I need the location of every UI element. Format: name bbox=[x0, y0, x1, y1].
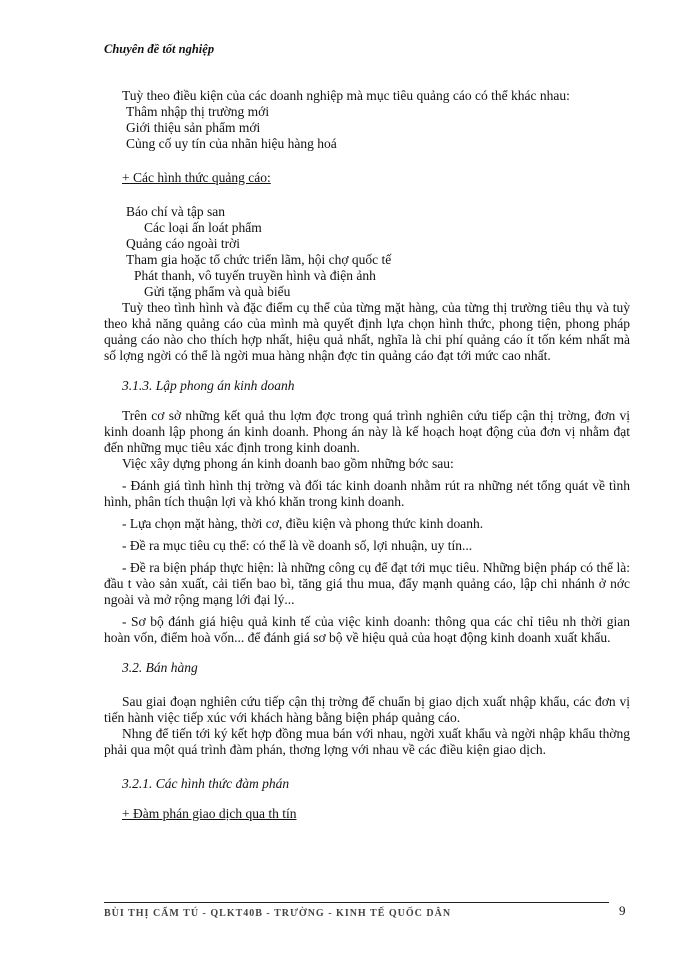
ads-form-item: Quảng cáo ngoài trời bbox=[126, 236, 240, 251]
section-heading: 3.2. Bán hàng bbox=[122, 660, 198, 675]
section-heading: 3.2.1. Các hình thức đàm phán bbox=[122, 776, 290, 791]
body-paragraph: Nhng để tiến tới ký kết hợp đồng mua bán với nhau, ngời xuất khẩu và ngời nhập khẩu thờng phải qua một quá trình đàm phán, thơng lợng với nhau về các điều kiện giao dịch. bbox=[104, 726, 630, 757]
document-body bbox=[104, 88, 630, 822]
page-number: 9 bbox=[619, 903, 626, 918]
body-paragraph: Sau giai đoạn nghiên cứu tiếp cận thị trờng để chuẩn bị giao dịch xuất nhập khẩu, các đơn vị tiến hành việc tiếp xúc với khách hàng bằng biện pháp quảng cáo. bbox=[104, 694, 630, 725]
intro-paragraph: Tuỳ theo điều kiện của các doanh nghiệp mà mục tiêu quảng cáo có thể khác nhau: bbox=[122, 88, 570, 103]
ads-form-item: Gửi tặng phẩm và quà biếu bbox=[144, 284, 291, 299]
goal-item: Thâm nhập thị trường mới bbox=[126, 104, 270, 119]
ads-form-item: Các loại ấn loát phẩm bbox=[144, 220, 262, 235]
section-heading: 3.1.3. Lập phong án kinh doanh bbox=[122, 378, 295, 393]
step-item: - Lựa chọn mặt hàng, thời cơ, điều kiện và phong thức kinh doanh. bbox=[122, 516, 484, 531]
page-footer: BÙI THỊ CẨM TÚ - QLKT40B - TRƯỜNG - KINH TẾ QUỐC DÂN bbox=[104, 908, 452, 919]
ads-paragraph: Tuỳ theo tình hình và đặc điểm cụ thể của từng mặt hàng, của từng thị trường tiêu thụ và tuỳ theo khả năng quảng cáo của mình mà quyết định lựa chọn hình thức, phong tiện, phong pháp quảng cáo nào cho thích hợp nhất, hiệu quả nhất, nghĩa là chi phí quảng cáo ít tốn kém nhất mà số lợng ngời có thể là ngời mua hàng nhận đợc tin quảng cáo đạt tới mức cao nhất. bbox=[104, 300, 630, 363]
step-item: - Đề ra mục tiêu cụ thể: có thể là về doanh số, lợi nhuận, uy tín... bbox=[122, 538, 473, 553]
goal-item: Giới thiệu sản phẩm mới bbox=[126, 120, 261, 135]
goal-item: Củng cố uy tín của nhãn hiệu hàng hoá bbox=[126, 136, 337, 151]
step-item: - Sơ bộ đánh giá hiệu quả kinh tế của việc kinh doanh: thông qua các chỉ tiêu nh thời gian hoàn vốn, điểm hoà vốn... để đánh giá sơ bộ về hiệu quả của hoạt động kinh doanh xuất khẩu. bbox=[104, 614, 630, 645]
step-item: - Đề ra biện pháp thực hiện: là những công cụ để đạt tới mục tiêu. Những biện pháp có thể là: đầu t vào sản xuất, cải tiến bao bì, tăng giá thu mua, đẩy mạnh quảng cáo, lập chi nhánh ở nớc ngoài và mở rộng mạng lới đại lý... bbox=[104, 560, 630, 607]
step-item: - Đánh giá tình hình thị trờng và đối tác kinh doanh nhằm rút ra những nét tổng quát về tình hình, phân tích thuận lợi và khó khăn trong kinh doanh. bbox=[104, 478, 630, 509]
body-paragraph: Việc xây dựng phong án kinh doanh bao gồm những bớc sau: bbox=[122, 456, 454, 471]
ads-form-item: Phát thanh, vô tuyến truyền hình và điện ảnh bbox=[134, 268, 376, 283]
subsection-heading: + Đàm phán giao dịch qua th tín bbox=[122, 806, 297, 821]
body-paragraph: Trên cơ sở những kết quả thu lợm đợc trong quá trình nghiên cứu tiếp cận thị trờng, đơn vị kinh doanh lập phong án kinh doanh. Phong án này là kế hoạch hoạt động của đơn vị nhằm đạt đến những mục tiêu xác định trong kinh doanh. bbox=[104, 408, 630, 455]
ads-form-item: Tham gia hoặc tổ chức triển lãm, hội chợ quốc tế bbox=[126, 252, 392, 267]
ads-form-item: Báo chí và tập san bbox=[126, 204, 225, 219]
page-header: Chuyên đề tốt nghiệp bbox=[104, 42, 215, 56]
footer-divider bbox=[104, 902, 609, 903]
ads-heading: + Các hình thức quảng cáo: bbox=[122, 170, 271, 185]
